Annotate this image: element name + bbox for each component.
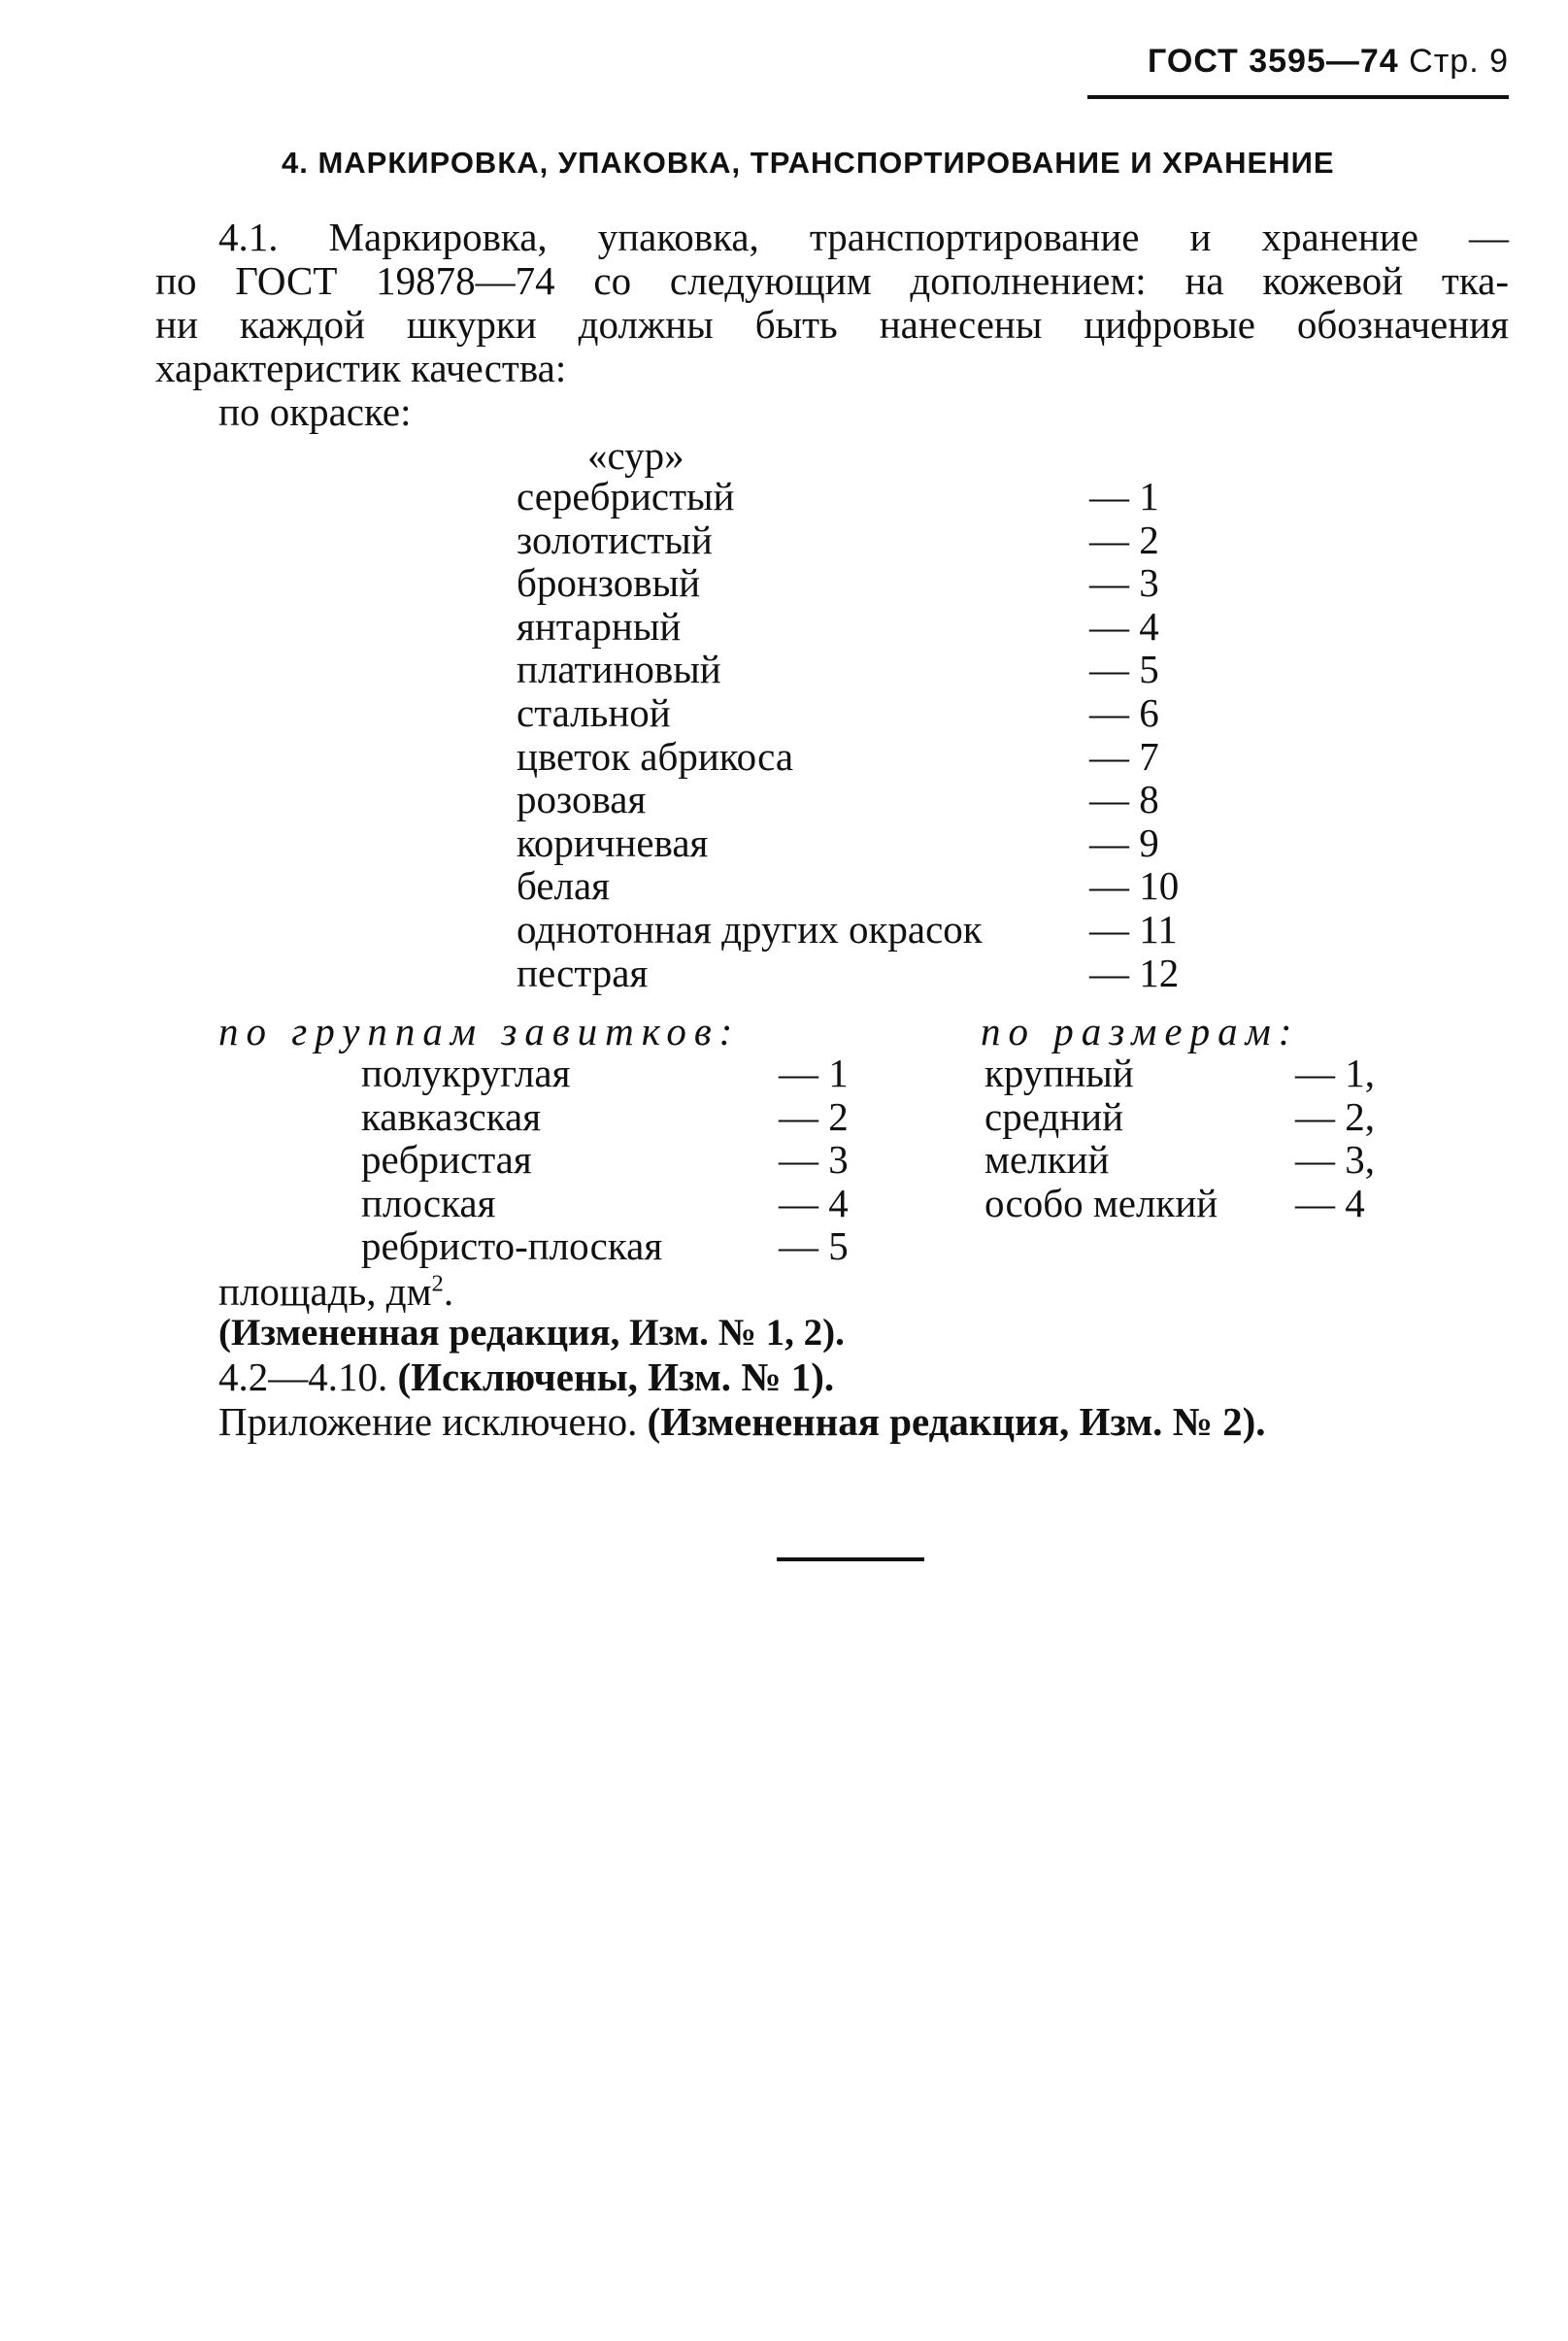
group-row-code: — 1: [779, 1051, 849, 1095]
color-row-name: розовая: [517, 777, 647, 822]
size-row-code: — 3,: [1295, 1137, 1375, 1183]
color-row-name: серебристый: [517, 474, 735, 518]
color-row-code: — 3: [1089, 560, 1159, 606]
color-row-code: — 12: [1089, 950, 1180, 995]
note-appendix-bold: (Измененная редакция, Изм. № 2).: [647, 1399, 1266, 1444]
color-row-code: — 8: [1089, 777, 1159, 822]
color-row-name: пестрая: [517, 950, 649, 995]
group-row-code: — 2: [779, 1093, 849, 1139]
end-rule: [777, 1557, 924, 1561]
groups-label: по группам завитков:: [218, 1009, 741, 1053]
group-row-code: — 4: [779, 1180, 849, 1225]
paragraph-line: по ГОСТ 19878—74 со следующим дополнением: на кожевой тка-: [155, 258, 1509, 303]
group-row-name: полукруглая: [361, 1051, 571, 1095]
note-excluded: [218, 1354, 834, 1400]
group-row-code: — 5: [779, 1223, 849, 1269]
size-row-name: средний: [984, 1093, 1124, 1139]
note-excluded-bold: (Исключены, Изм. № 1).: [397, 1354, 835, 1399]
area-line: [218, 1268, 453, 1315]
paragraph-4-1: [155, 216, 1509, 390]
header-rule: [1087, 95, 1509, 99]
size-row-name: крупный: [984, 1051, 1134, 1095]
color-row-code: — 1: [1089, 474, 1159, 518]
color-row-name: цветок абрикоса: [517, 733, 794, 779]
area-superscript: 2: [431, 1270, 444, 1297]
paragraph-line: ни каждой шкурки должны быть нанесены цифровые обозначения: [155, 302, 1509, 347]
color-row-name: коричневая: [517, 819, 709, 865]
group-row-name: ребристо-плоская: [361, 1223, 663, 1269]
color-label: по окраске:: [218, 389, 412, 434]
color-row-code: — 11: [1089, 906, 1178, 952]
color-row-name: однотонная других окрасок: [517, 906, 983, 952]
group-row-code: — 3: [779, 1137, 849, 1183]
color-row-code: — 4: [1089, 603, 1159, 649]
note-appendix-prefix: Приложение исключено.: [218, 1399, 638, 1444]
size-row-name: мелкий: [984, 1137, 1110, 1183]
paragraph-line: 4.1. Маркировка, упаковка, транспортирование и хранение —: [218, 215, 1509, 259]
color-row-name: платиновый: [517, 647, 721, 692]
color-row-code: — 2: [1089, 517, 1159, 562]
color-row-name: янтарный: [517, 603, 682, 649]
section-title: 4. МАРКИРОВКА, УПАКОВКА, ТРАНСПОРТИРОВАНИЕ И ХРАНЕНИЕ: [282, 146, 1335, 180]
color-row-code: — 7: [1089, 733, 1159, 779]
color-row-code: — 9: [1089, 819, 1159, 865]
color-row-name: белая: [517, 863, 611, 909]
area-end: .: [443, 1269, 454, 1314]
size-row-code: — 4: [1295, 1180, 1365, 1225]
area-text: площадь, дм: [218, 1269, 432, 1314]
note-appendix: [218, 1398, 1266, 1445]
size-row-name: особо мелкий: [984, 1180, 1218, 1225]
size-row-code: — 1,: [1295, 1051, 1375, 1095]
group-row-name: ребристая: [361, 1137, 532, 1183]
page-number: Стр. 9: [1409, 43, 1509, 80]
group-row-name: плоская: [361, 1180, 496, 1225]
color-row-code: — 5: [1089, 647, 1159, 692]
color-row-name: бронзовый: [517, 560, 701, 606]
sizes-label: по размерам:: [981, 1009, 1300, 1053]
color-row-name: золотистый: [517, 517, 713, 562]
group-row-name: кавказская: [361, 1093, 542, 1139]
standard-number: ГОСТ 3595—74: [1148, 43, 1399, 80]
color-group-title: «сур»: [587, 433, 684, 478]
size-row-code: — 2,: [1295, 1093, 1375, 1139]
color-row-code: — 10: [1089, 863, 1180, 909]
paragraph-line: характеристик качества:: [155, 346, 567, 390]
color-row-name: стальной: [517, 689, 671, 735]
note-revision: (Измененная редакция, Изм. № 1, 2).: [218, 1312, 845, 1354]
page-header: [1087, 43, 1509, 81]
note-excluded-prefix: 4.2—4.10.: [218, 1354, 388, 1399]
color-row-code: — 6: [1089, 689, 1159, 735]
